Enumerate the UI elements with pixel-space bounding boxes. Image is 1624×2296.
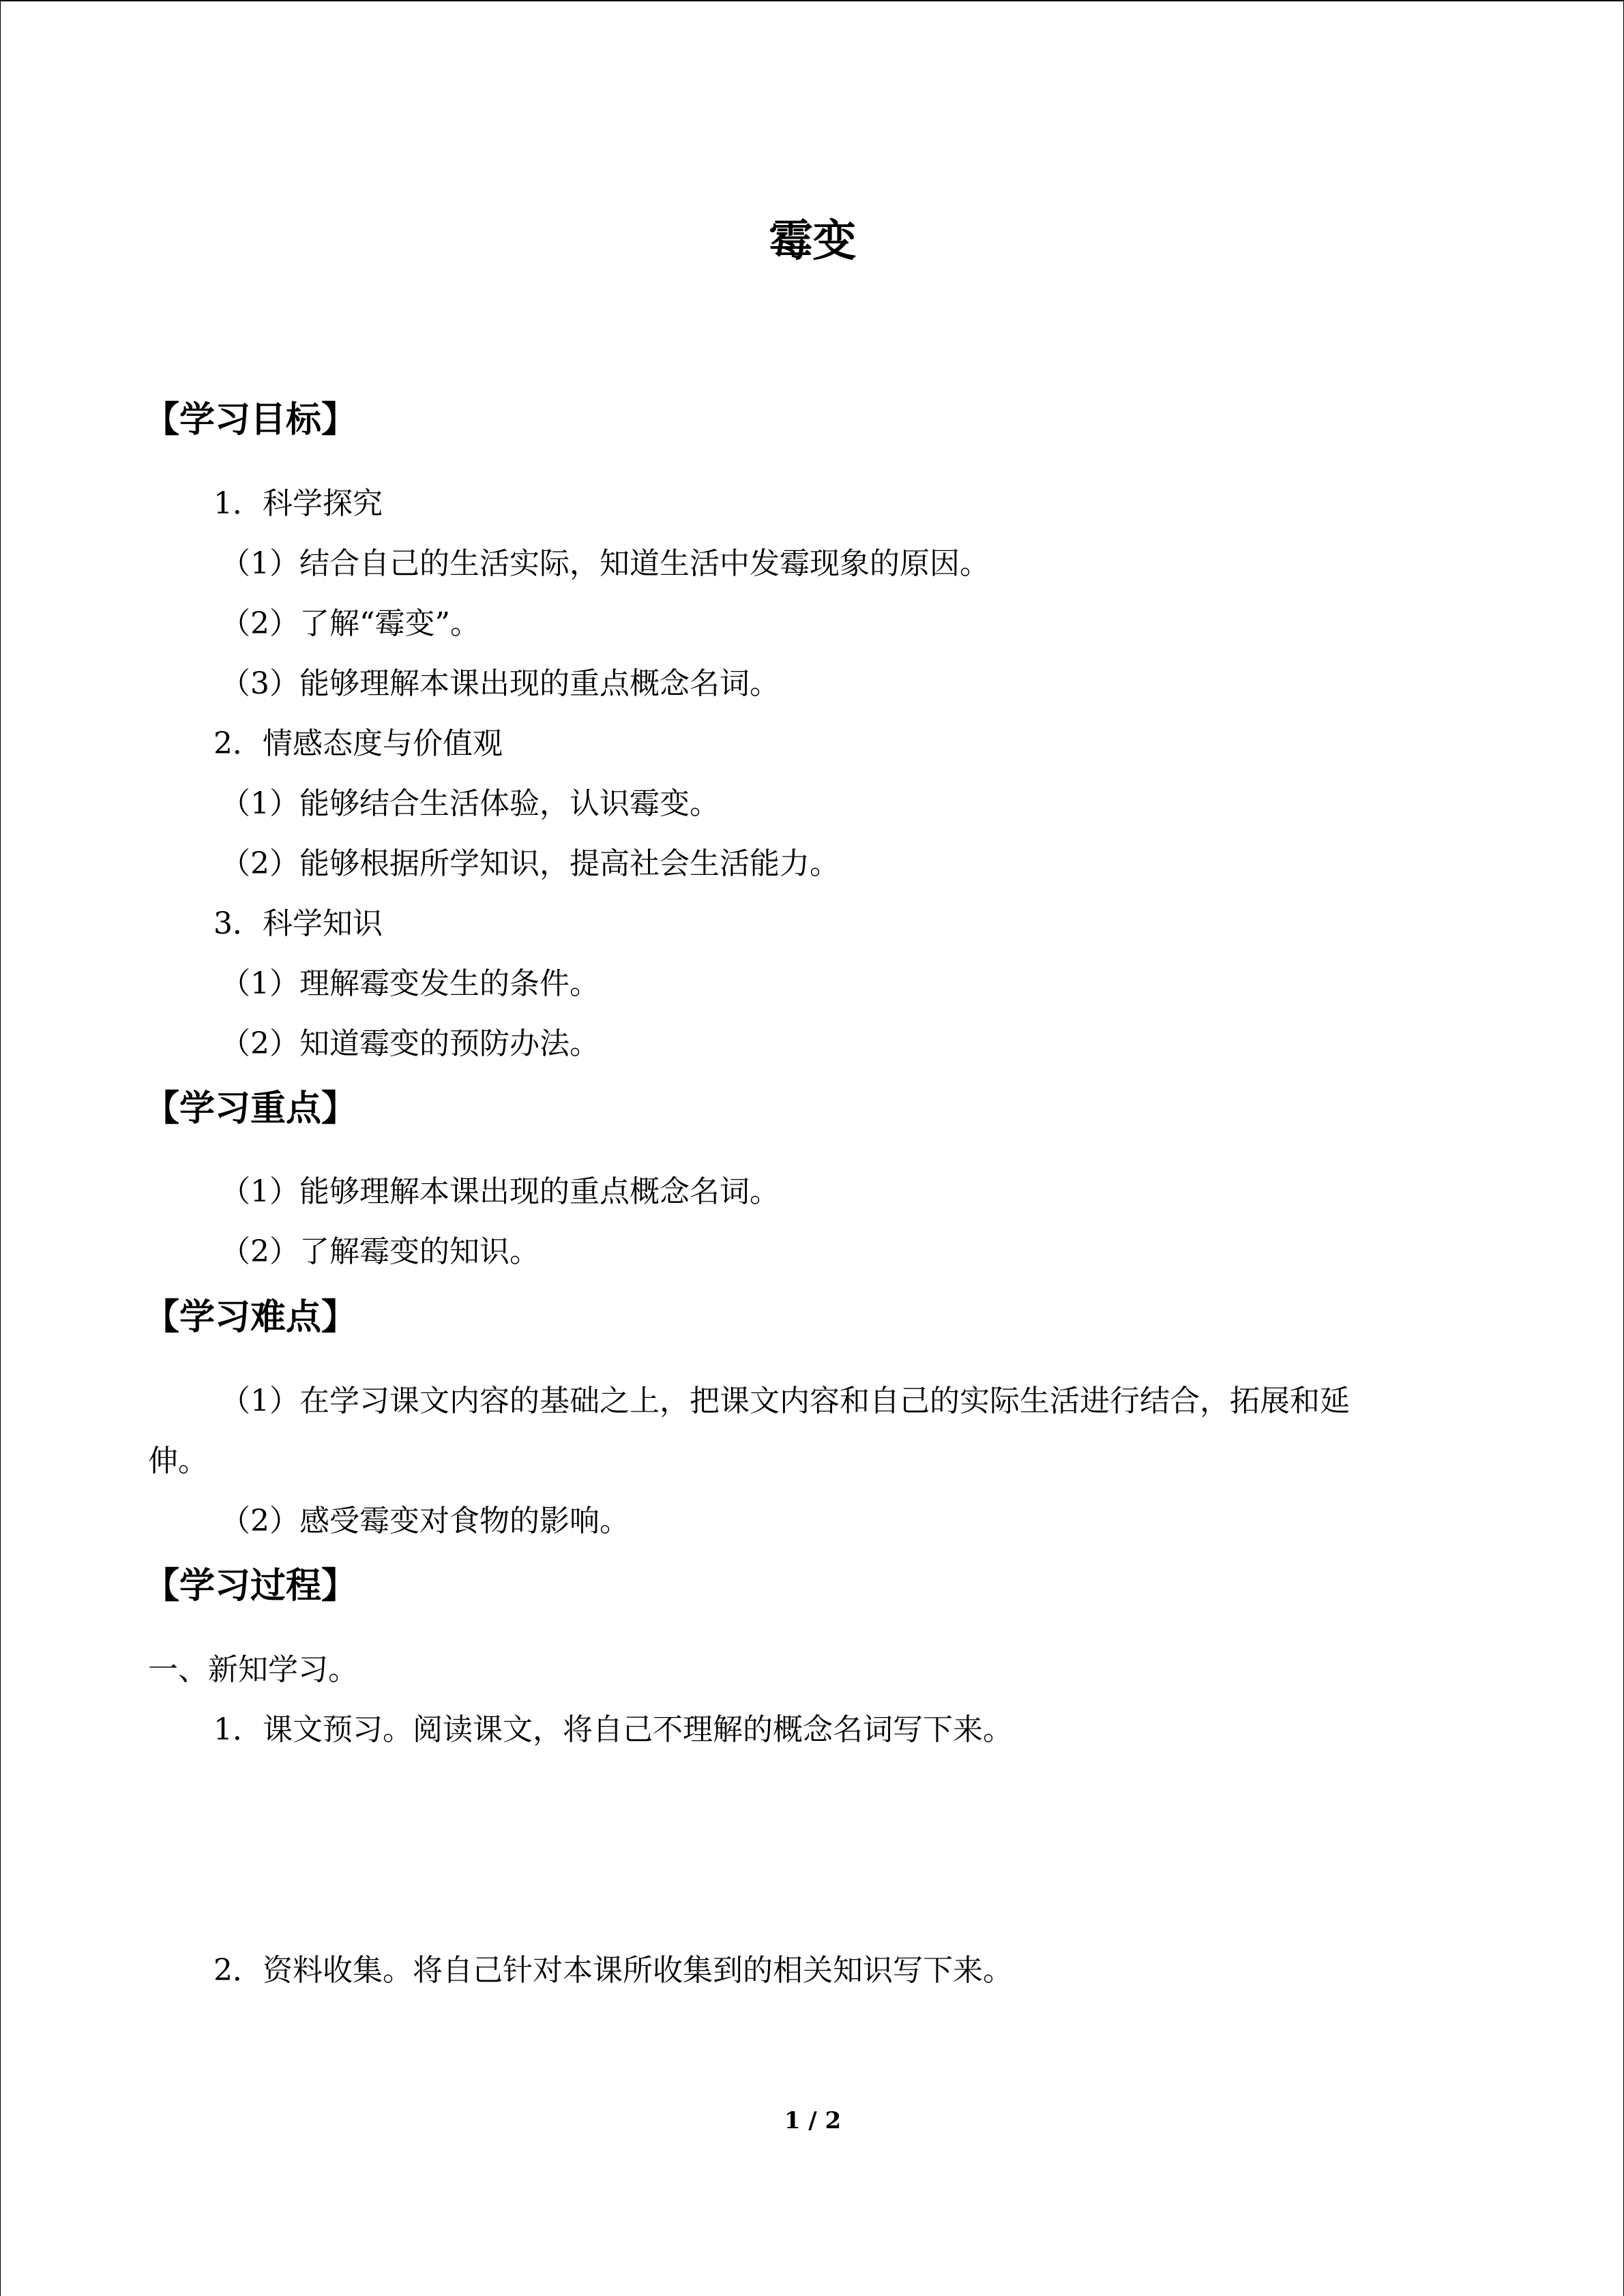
process-line: 2．资料收集。将自己针对本课所收集到的相关知识写下来。: [213, 1953, 1013, 1988]
page-number: 1 / 2: [784, 2107, 842, 2134]
objective-line: 1．科学探究: [213, 486, 383, 521]
section-heading-objectives: 【学习目标】: [144, 400, 357, 441]
section-heading-difficulties: 【学习难点】: [144, 1297, 357, 1338]
section-heading-keypoints: 【学习重点】: [144, 1088, 357, 1129]
objective-line: （2）知道霉变的预防办法。: [220, 1026, 600, 1061]
page-title: 霉变: [769, 216, 857, 267]
objective-line: 2．情感态度与价值观: [213, 726, 503, 761]
keypoint-line: （2）了解霉变的知识。: [220, 1234, 540, 1269]
difficulty-line: 伸。: [148, 1444, 208, 1478]
objective-line: （2）了解“霉变”。: [220, 606, 480, 641]
keypoint-line: （1）能够理解本课出现的重点概念名词。: [220, 1174, 780, 1209]
objective-line: （1）能够结合生活体验，认识霉变。: [220, 786, 720, 821]
process-line: 1．课文预习。阅读课文，将自己不理解的概念名词写下来。: [213, 1712, 1013, 1747]
objective-line: （1）结合自己的生活实际，知道生活中发霉现象的原因。: [220, 546, 990, 581]
objective-line: 3．科学知识: [213, 906, 383, 941]
difficulty-line: （1）在学习课文内容的基础之上，把课文内容和自己的实际生活进行结合，拓展和延: [220, 1384, 1350, 1418]
objective-line: （2）能够根据所学知识，提高社会生活能力。: [220, 846, 840, 881]
process-line: 一、新知学习。: [148, 1652, 358, 1687]
section-heading-process: 【学习过程】: [144, 1566, 357, 1607]
objective-line: （1）理解霉变发生的条件。: [220, 966, 600, 1001]
objective-line: （3）能够理解本课出现的重点概念名词。: [220, 666, 780, 701]
difficulty-line: （2）感受霉变对食物的影响。: [220, 1504, 630, 1538]
